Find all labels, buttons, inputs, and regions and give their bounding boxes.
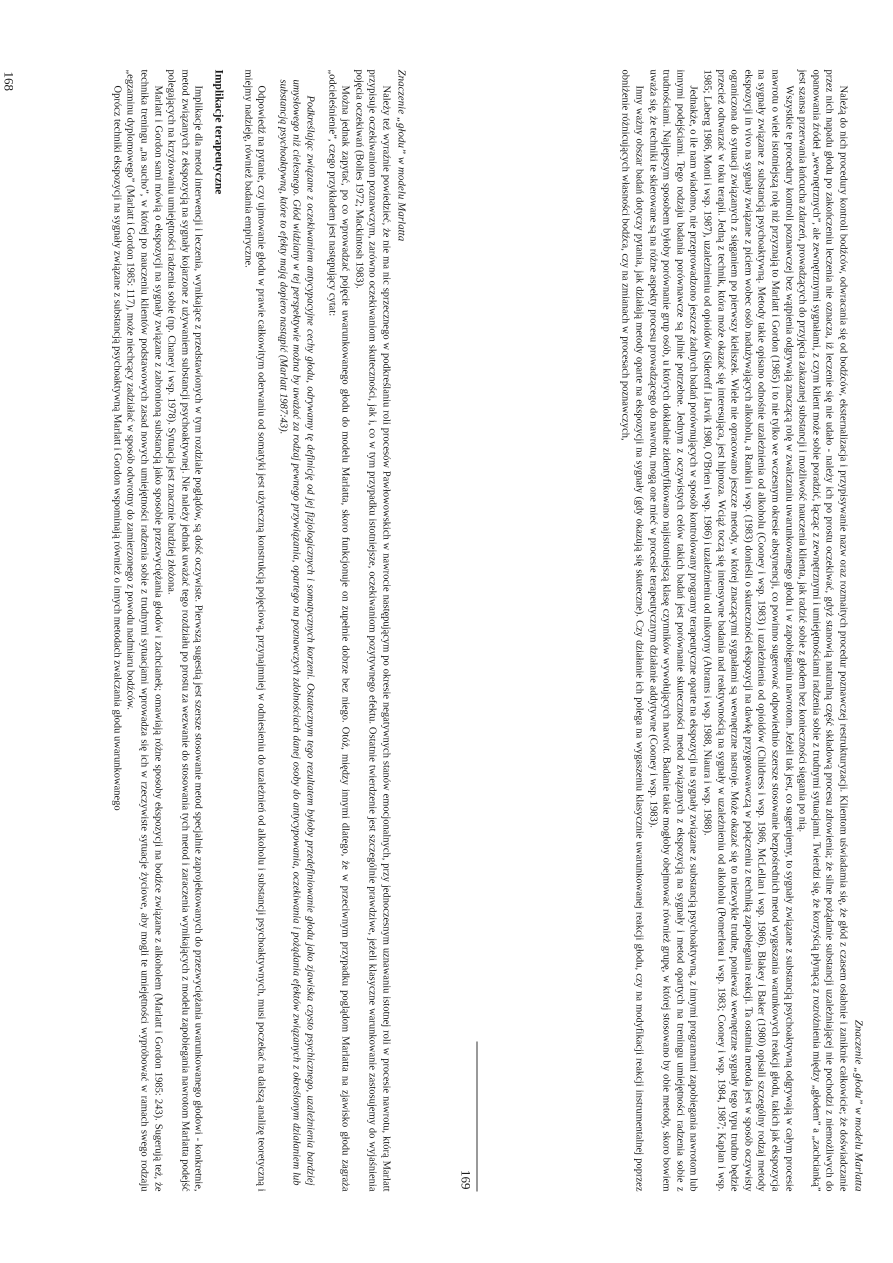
paragraph: Należą do nich procedury kontroli bodźców, odwracania się od bodźców, eksternalizacja i przypisywanie nazw oraz rozmaitych procedur poznawczej restrukturyzacji. Klientom uświadamia się, że głód z czasem osłabnie i zaniknie całkowicie; że doświadczanie przez nich napadu głodu po zakończeniu leczenia nie oznacza, iż leczenie się nie udało - należy ich po prostu oczekiwać, gdyż stanowią naturalną część składową procesu zdrowienia; że silne pożądanie substancji uzależniającej nie pochodzi z niemożliwych do opanowania źródeł „wewnętrznych”, ale zewnętrznymi sygnałami, z czym klient może sobie poradzić, łącząc z zewnętrznymi i umiejętnościami radzenia sobie z trudnymi sytuacjami. Twierdzi się, że korzyścią płynącą z rozróżnienia między „głodem” a „zachcianką” jest szansa przerwania łańcucha zdarzeń, prowadzących do przyjęcia zakazanej substancji i możliwość nauczenia klienta, jak radzić sobie z głodem bez konieczności sięgania po nią. xyxy=(796,69,849,1192)
paragraph: Jednakże, o ile nam wiadomo, nie przeprowadzono jeszcze żadnych badań porównujących w sposób kontrolowany programy terapeutyczne oparte na ekspozycji na sygnały związane z substancją psychoaktywną, z innymi programami zapobiegania nawrotom lub innymi podejściami. Tego rodzaju badania porównawcze są pilnie potrzebne. Jednym z oczywistych celów takich badań jest porównanie skuteczności metod związanych z ekspozycją na sygnały i metod opartych na treningu umiejętności radzenia sobie z trudnościami. Najlepszym sposobem byłoby porównanie grup osób, u których dokładnie zidentyfikowano najistotniejszą klasę czynników wywołujących nawrót. Badanie takie mogłoby obejmować również grupę, w której stosowano by obie metody, skoro bowiem uważa się, że techniki te skierowane są na różne aspekty procesu prowadzącego do nawrotu, mogą one mieć w procesie terapeutycznym działanie addytywne (Cooney i wsp. 1983). xyxy=(647,69,699,1192)
page-body xyxy=(110,70,393,1192)
paragraph: Marlatt i Gordon sami mówią o ekspozycji na sygnały związane z zabronioną substancją jako sposobie przezwyciężania głodów i zachcianek; omawiają różne sposoby ekspozycji na bodźce związane z alkoholem (Marlatt i Gordon 1985: 243). Sugerują też, że technika treningu „na sucho”, w której po nauczeniu klientów podstawowych zasad nowych umiejętności radzenia sobie z trudnymi sytuacjami wprowadza się ich w rzeczywiste sytuacje życiowe, aby mogli te umiejętności wypróbować w ramach swego rodzaju „egzaminu dyplomowego” (Marlatt i Gordon 1985: 117), może niechcący zadziałać w sposób odwrotny do zamierzonego z powodu nadmiaru bodźców. xyxy=(125,69,164,1192)
paragraph: Wszystkie te procedury kontroli poznawczej bez wątpienia odgrywają znaczącą rolę w zwalczaniu uwarunkowanego głodu i w zapobieganiu nawrotom. Jeżeli tak jest, co sugerujemy, to sygnały związane z substancją psychoaktywną odgrywają w całym procesie nawrotu o wiele istotniejszą rolę niż przyznają to Marlatt i Gordon (1985) i to nie tylko we wczesnym okresie abstynencji, co powinno sugerować odpowiednio szersze stosowanie bezpośrednich metod wygaszania warunkowych reakcji głodu, takich jak ekspozycja na sygnały związane z substancją psychoaktywną. Metody takie opisano odnośnie uzależnienia od alkoholu (Cooney i wsp. 1983) i uzależnienia od opioidów (Childress i wsp. 1986, McLellan i wsp. 1986). Blakey i Baker (1980) opisali szczególny rodzaj metody ekspozycji in vivo na sygnały związane z piciem wobec osób nadużywających alkoholu, a Rankin i wsp. (1983) donieśli o skuteczności ekspozycji na dawkę przygotowawczą w połączeniu z techniką zapobiegania reakcji. Ta ostatnia metoda jest w sposób oczywisty ograniczona do sytuacji związanych z sięganiem po pierwszy kieliszek. Wiele nie opracowano jeszcze metody, w której znaczącymi sygnałami są wewnętrzne nastroje. Może okazać się to niezwykle trudne, ponieważ wewnętrzne sygnały tego typu trudno będzie przecież odtwarzać w toku terapii. Jedną z technik, która może okazać się interesująca, jest hipnoza. Wciąż toczą się intensywne badania nad reaktywnością na sygnały w uzależnieniu od alkoholu (Pomerleau i wsp. 1983; Cooney i wsp. 1984, 1987; Kaplan i wsp. 1985; Laberg 1986, Monti i wsp. 1987), uzależnieniu od opioidów (Sideroff i Jarvik 1980, O'Brien i wsp. 1986) i uzależnieniu od nikotyny (Abrams i wsp. 1988, Niaura i wsp. 1988). xyxy=(701,69,795,1192)
paragraph: Odpowiedź na pytanie, czy ujmowanie głodu w prawie całkowitym oderwaniu od somatyki jest użyteczną konstrukcją pojęciową, przynajmniej w odniesieniu do uzależnień od alkoholu i substancji psychoaktywnych, musi poczekać na dalszą analizę teoretyczną i miejmy nadzieję, również badania empiryczne. xyxy=(242,69,267,1192)
footer-rule xyxy=(477,1042,478,1192)
running-head: Znaczenie „głodu” w modelu Marlatta xyxy=(852,1019,865,1192)
paragraph: Można jednak zapytać, po co wprowadzać pojęcie uwarunkowanego głodu do modelu Marlatta, skoro funkcjonuje on zupełnie dobrze bez niego. Otóż, między innymi dlatego, że w przeciwnym przypadku poglądom Marlatta na zjawisko głodu zagraża „odcieleśnienie”, czego przykładem jest następujący cytat: xyxy=(326,69,351,1192)
page-body xyxy=(618,70,849,1192)
block-quote: Podkreślając związane z oczekiwaniem antycypacyjne cechy głodu, odrywamy tę definicję od jej fizjologicznych i somatycznych korzeni. Ostatecznym tego rezultatem byłoby przedefiniowanie głodu jako zjawiska czysto psychicznego, uzależnienia bardziej umysłowego niż cielesnego. Głód widziany w tej perspektywie można by uważać za rodzaj pewnego przywiązania, opartego na poznawczych zdolnościach danej osoby do antycypowania, oczekiwania i pożądania efektów związanych z określonym działaniem lub substancją psychoaktywną, które to efekty mają dopiero nastąpić (Marlatt 1987:43). xyxy=(277,79,316,1186)
paragraph: Oprócz techniki ekspozycji na sygnały związane z substancją psychoaktywną Marlatt i Gordon wspominają również o innych metodach zwalczania głodu uwarunkowanego xyxy=(111,85,123,811)
left-page xyxy=(1,56,411,1206)
page-number: 168 xyxy=(1,71,17,91)
paragraph: Należy też wyraźnie powiedzieć, że nie ma nic sprzecznego w podkreślaniu roli procesów Pawłowowskich w nawrocie następującym po okresie negatywnych stanów emocjonalnych, przy jednoczesnym uznawaniu istotnej roli w procesie nawrotu, którą Marlatt przypisuje oczekiwaniom poznawczym, zarówno oczekiwaniom skuteczności, jak i, co w tym przypadku istotniejsze, oczekiwaniom pozytywnego efektu. Ostatnie twierdzenie jest szczególnie prawdziwe, jeżeli klasyczne warunkowanie zastosujemy do wyjaśnienia pojęcia oczekiwań (Bolles 1972; Mackintosh 1983). xyxy=(353,69,392,1192)
page-number: 169 xyxy=(458,1170,474,1190)
paragraph: Inny ważny obszar badań dotyczy pytania, jak działają metody oparte na ekspozycji na sygnały (gdy okazują się skuteczne). Czy działanie ich polega na wygaszeniu klasycznie uwarunkowanej reakcji głodu, czy na modyfikacji reakcji instrumentalnej poprzez obniżenie różnicujących własności bodźca, czy na zmianach w procesach poznawczych, xyxy=(620,69,645,1192)
section-heading: Implikacje terapeutyczne xyxy=(212,69,225,195)
running-head: Znaczenie „głodu” w modelu Marlatta xyxy=(395,69,408,242)
right-page xyxy=(458,56,868,1206)
paragraph: Implikacje dla metod interwencji i leczenia, wynikające z przedstawionych w tym rozdziale poglądów, są dość oczywiste. Pierwszą sugestią jest szersze stosowanie metod specjalnie zaprojektowanych do przezwyciężania uwarunkowanego głodowi - konkretnie, metod związanych z ekspozycją na sygnały kojarzone z używaniem substancji psychoaktywnej. Nie należy jednak uważać tego rozdziału po prostu za wezwanie do stosowania tych metod i zaraczenia wynikających z modelu zapobiegania nawrotom Marlatta podejść polegających na krzyżowaniu umiejętności radzenia sobie (np. Chaney i wsp. 1978). Sytuacja jest znacznie bardziej złożona. xyxy=(165,69,204,1192)
